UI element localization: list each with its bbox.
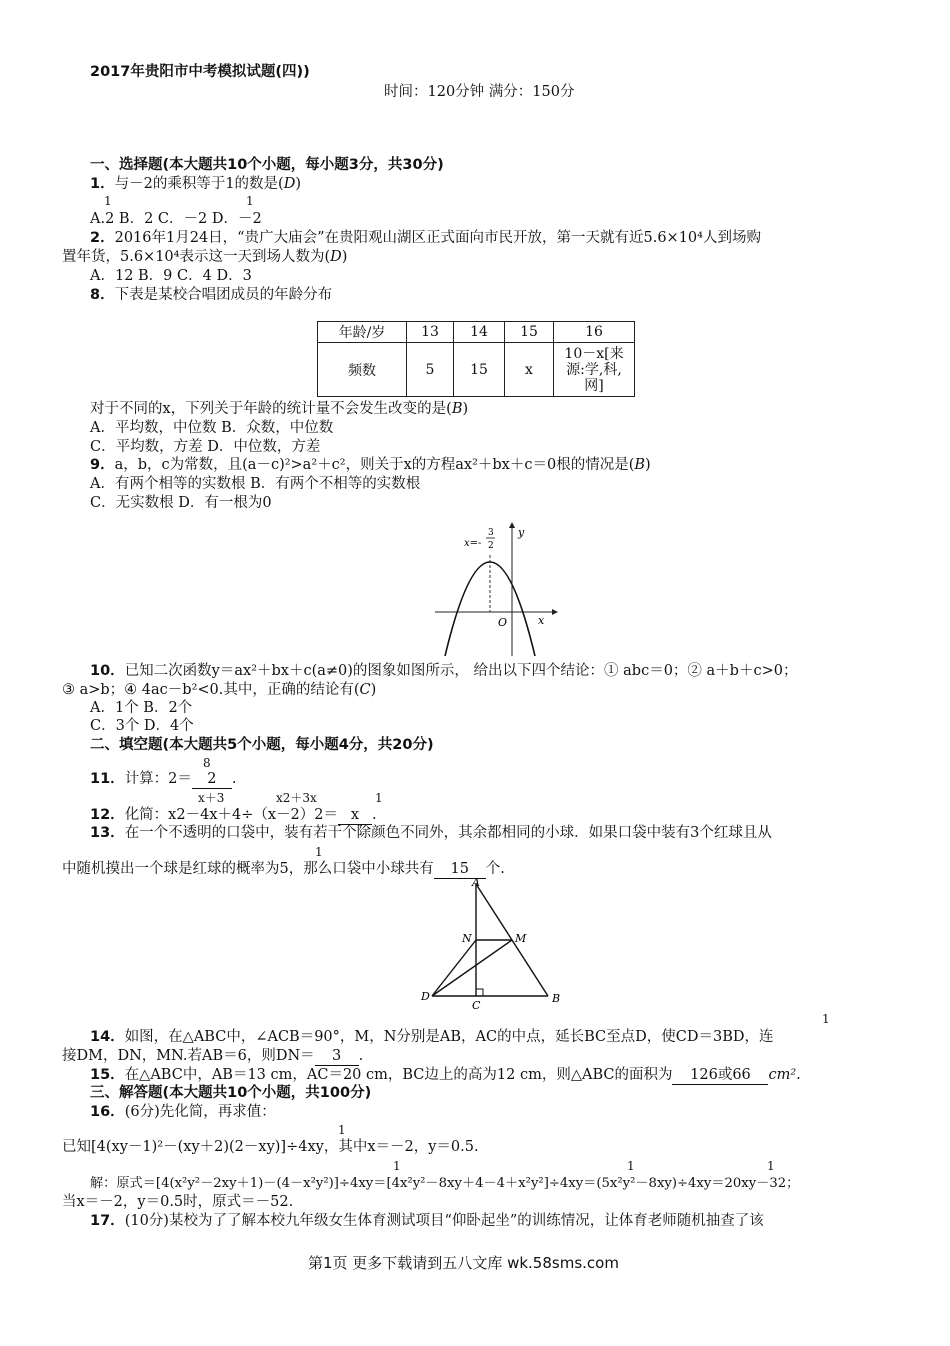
- label-B: B: [552, 992, 561, 1005]
- question-15: [90, 1066, 801, 1085]
- fraction-numerator: x＋3: [198, 791, 225, 805]
- label-C: C: [472, 999, 481, 1010]
- question-number: 14．: [90, 1029, 125, 1045]
- section-2-heading: 二、填空题(本大题共5个小题，每小题4分，共20分): [90, 737, 434, 753]
- question-1-options: A.2 B．2 C．－2 D．－2: [90, 211, 262, 227]
- fraction-denominator: 2: [488, 541, 494, 551]
- question-number: 9．: [90, 457, 115, 473]
- question-number: 11．: [90, 771, 125, 787]
- question-text: 置年货，5.6×10⁴表示这一天到场人数为(: [62, 249, 331, 265]
- segment-DN: [432, 940, 476, 996]
- section-3-heading: 三、解答题(本大题共10个小题，共100分): [90, 1085, 372, 1101]
- x-label: x: [538, 614, 545, 627]
- triangle-figure: [418, 876, 568, 1010]
- table-cell: 频数: [318, 343, 407, 397]
- question-number: 17．: [90, 1213, 125, 1229]
- table-header: 16: [554, 322, 635, 343]
- question-text: 与－2的乘积等于1的数是(: [114, 176, 284, 192]
- fraction-numerator: x2＋3x: [276, 791, 317, 805]
- question-10-line-1: [90, 662, 797, 680]
- fraction-numerator: 1: [104, 194, 112, 208]
- origin-label: O: [498, 616, 508, 629]
- right-angle-mark: [476, 989, 483, 996]
- cell-line: 源:学,科,: [566, 361, 622, 378]
- question-text: 如图，在△ABC中，∠ACB＝90°，M，N分别是AB，AC的中点，延长BC至点D，使CD＝3BD，连: [124, 1029, 774, 1045]
- question-number: 13．: [90, 825, 125, 841]
- question-text: 接DM，DN，MN.若AB＝6，则DN＝: [62, 1048, 315, 1064]
- question-14-line-2: [62, 1047, 363, 1066]
- question-text: 在一个不透明的口袋中，装有若干个除颜色不同外，其余都相同的小球．如果口袋中装有3个红球且从: [124, 825, 772, 841]
- document-title: 2017年贵阳市中考模拟试题(四)): [90, 64, 310, 80]
- answer: C: [359, 682, 371, 698]
- question-10-option-ab: A．1个 B．2个: [90, 700, 193, 716]
- answer-blank: 3: [315, 1047, 359, 1066]
- answer: B: [451, 401, 463, 417]
- period: .: [358, 1048, 364, 1064]
- fraction-numerator: 1: [246, 194, 254, 208]
- question-10-line-2: [62, 681, 376, 699]
- question-1: [90, 175, 301, 193]
- fraction-numerator: 1: [822, 1012, 830, 1026]
- question-9-option-cd: C．无实数根 D．有一根为0: [90, 495, 272, 511]
- question-8-option-cd: C．平均数，方差 D．中位数，方差: [90, 439, 321, 455]
- y-axis-arrow: [509, 522, 515, 528]
- question-2-line-1: [90, 229, 761, 247]
- question-text: ③ a>b；④ 4ac－b²<0.其中，正确的结论有(: [62, 682, 360, 698]
- question-number: 12．: [90, 807, 125, 823]
- question-number: 15．: [90, 1067, 125, 1083]
- answer-blank: 126或66: [672, 1066, 768, 1085]
- question-16-result: 当x＝－2，y＝0.5时，原式＝－52.: [62, 1194, 294, 1210]
- question-text: 化简：x2－4x＋4÷（x－2）2＝: [124, 807, 338, 823]
- table-header: 15: [505, 322, 554, 343]
- parabola-graph: [430, 520, 560, 660]
- question-text: 对于不同的x，下列关于年龄的统计量不会发生改变的是(: [90, 401, 452, 417]
- table-cell: x: [505, 343, 554, 397]
- question-text: 中随机摸出一个球是红球的概率为5，那么口袋中小球共有: [62, 861, 434, 877]
- period: .: [231, 771, 237, 787]
- label-A: A: [472, 876, 480, 889]
- exam-time-info: 时间：120分钟 满分：150分: [384, 84, 575, 100]
- section-1-heading: 一、选择题(本大题共10个小题，每小题3分，共30分): [90, 157, 444, 173]
- question-9: [90, 456, 651, 474]
- answer-blank: x: [338, 806, 372, 825]
- segment-DM: [432, 940, 512, 996]
- fraction-numerator: 1: [767, 1159, 775, 1173]
- answer: D: [330, 249, 342, 265]
- question-text: 计算：2＝: [124, 771, 192, 787]
- question-12: [90, 806, 377, 825]
- question-11: [90, 770, 237, 789]
- fraction-numerator: 8: [203, 756, 211, 770]
- table-header: 14: [454, 322, 505, 343]
- x-axis-arrow: [552, 609, 558, 615]
- question-16-given: 已知[4(xy－1)²－(xy＋2)(2－xy)]÷4xy，其中x＝－2，y＝0.5.: [62, 1139, 479, 1155]
- table-header: 13: [407, 322, 454, 343]
- question-number: 8．: [90, 287, 115, 303]
- question-text: 2016年1月24日，“贵广大庙会”在贵阳观山湖区正式面向市民开放，第一天就有近5.6×10⁴人到场购: [114, 230, 761, 246]
- unit: cm².: [768, 1067, 801, 1083]
- paren: ): [462, 401, 469, 417]
- fraction-numerator: 1: [315, 845, 323, 859]
- question-16: [90, 1103, 276, 1121]
- question-number: 1．: [90, 176, 115, 192]
- fraction-numerator: 1: [375, 791, 383, 805]
- fraction-numerator: 1: [627, 1159, 635, 1173]
- question-text: (6分)先化简，再求值：: [124, 1104, 276, 1120]
- paren: ): [341, 249, 348, 265]
- table-header: 年龄/岁: [318, 322, 407, 343]
- fraction-numerator: 1: [338, 1123, 346, 1137]
- table-cell: 5: [407, 343, 454, 397]
- paren: ): [295, 176, 302, 192]
- answer-blank: 15: [434, 860, 486, 879]
- question-number: 2．: [90, 230, 115, 246]
- label-M: M: [515, 932, 527, 945]
- question-text: 已知二次函数y＝ax²＋bx＋c(a≠0)的图象如图所示， 给出以下四个结论：① abc＝0；② a＋b＋c>0；: [124, 663, 798, 679]
- question-text: 在△ABC中，AB＝13 cm，AC＝20 cm，BC边上的高为12 cm，则△ABC的面积为: [124, 1067, 673, 1083]
- question-number: 10．: [90, 663, 125, 679]
- period: .: [372, 807, 377, 823]
- question-text: (10分)某校为了了解本校九年级女生体育测试项目“仰卧起坐”的训练情况，让体育老师随机抽查了该: [124, 1213, 764, 1229]
- axis-equation: x=-: [464, 538, 482, 549]
- question-8: [90, 286, 332, 304]
- table-cell: [554, 343, 635, 397]
- question-13-line-1: [90, 824, 772, 842]
- question-tail: 个.: [485, 861, 505, 877]
- fraction-numerator: 1: [393, 1159, 401, 1173]
- cell-line: 10－x[来: [564, 345, 624, 362]
- question-17: [90, 1212, 764, 1230]
- question-8-prompt: [90, 400, 468, 418]
- paren: ): [370, 682, 377, 698]
- question-text: a，b，c为常数，且(a－c)²>a²＋c²，则关于x的方程ax²＋bx＋c＝0根的情况是(: [114, 457, 635, 473]
- age-distribution-table: [317, 321, 635, 397]
- label-N: N: [462, 932, 472, 945]
- question-10-option-cd: C．3个 D．4个: [90, 718, 194, 734]
- question-2-options: A．12 B．9 C．4 D．3: [90, 268, 252, 284]
- paren: ): [645, 457, 651, 473]
- question-9-option-ab: A．有两个相等的实数根 B．有两个不相等的实数根: [90, 476, 421, 492]
- cell-line: 网]: [584, 377, 604, 394]
- table-cell: 15: [454, 343, 505, 397]
- question-16-solution: 解：原式＝[4(x²y²－2xy＋1)－(4－x²y²)]÷4xy＝[4x²y²－8xy＋4－4＋x²y²]÷4xy＝(5x²y²－8xy)÷4xy＝20xy－32；: [90, 1176, 800, 1191]
- question-text: 下表是某校合唱团成员的年龄分布: [114, 287, 333, 303]
- fraction-numerator: 3: [488, 528, 494, 538]
- answer-blank: 2: [192, 770, 232, 789]
- page-footer: 第1页 更多下载请到五八文库 wk.58sms.com: [308, 1254, 619, 1272]
- question-14-line-1: [90, 1028, 774, 1046]
- answer: D: [283, 176, 296, 192]
- question-2-line-2: [62, 248, 347, 266]
- y-label: y: [518, 526, 525, 539]
- label-D: D: [421, 990, 430, 1003]
- answer: B: [634, 457, 646, 473]
- question-number: 16．: [90, 1104, 125, 1120]
- question-8-option-ab: A．平均数，中位数 B．众数，中位数: [90, 420, 334, 436]
